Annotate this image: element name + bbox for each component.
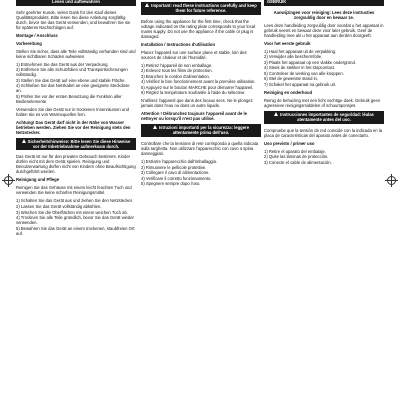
- list-item: 4) Schließen Sie das Netzkabel an eine geeignete Steckdose an.: [16, 83, 130, 94]
- paragraph: Das Gerät ist nur für den privaten Gebrauch bestimmt. Kinder dürfen nicht mit dem Gerät spielen. Reinigung und Benutzerwartung dürfen nicht von Kindern ohne Beaufsichtigung durchgeführt werden.: [16, 154, 136, 175]
- top-band: Lesen und aufbewahren: [16, 0, 136, 6]
- top-band: GEBRUIK: [264, 0, 384, 6]
- numbered-list: [264, 149, 384, 165]
- list-item: 1) Retire el aparato del embalaje.: [264, 148, 326, 154]
- list-item: 5) Controleer de werking van alle knoppen.: [264, 70, 344, 76]
- list-item: 3) Branchez le cordon d'alimentation.: [141, 73, 211, 79]
- paragraph: Controllare che la tensione di rete corrisponda a quella indicata sulla targhetta. Non utilizzare l'apparecchio con cavo o spina danneggiati.: [141, 140, 259, 156]
- list-item: 3) Wischen Sie die Oberflächen mit einem weichen Tuch ab.: [16, 209, 128, 215]
- paragraph: Reinig de behuizing met een licht vochtige doek. Gebruik geen agressieve reinigingsmiddelen of schuursponsjes.: [264, 98, 381, 109]
- list-item: 2) Enlevez tous les films de protection.: [141, 68, 213, 74]
- list-item: 6) Réglez la température souhaitée à l'aide du sélecteur.: [141, 90, 246, 96]
- section-title: Reiniging en onderhoud: [264, 90, 313, 96]
- list-item: 5) Bewahren Sie das Gerät an einem trockenen, staubfreien Ort auf.: [16, 225, 135, 236]
- section-title: Voor het eerste gebruik: [264, 40, 311, 46]
- list-item: 5) Appuyez sur le bouton MARCHE pour démarrer l'appareil.: [141, 84, 254, 90]
- safety-header: Istruzioni importanti per la sicurezza: leggere attentamente prima dell'uso.: [141, 124, 261, 137]
- list-item: 3) Stellen Sie das Gerät auf eine ebene und stabile Fläche.: [16, 77, 126, 83]
- column-german: [16, 0, 136, 400]
- list-item: 4) Vérifiez le bon fonctionnement avant la première utilisation.: [141, 79, 256, 85]
- column-english-french: [141, 0, 261, 400]
- list-item: 2) Lassen Sie das Gerät vollständig abkühlen.: [16, 203, 102, 209]
- lead-title: Aanwijzingen voor reiniging: Lees deze instructies zorgvuldig door en bewaar ze.: [273, 9, 375, 20]
- list-item: 1) Haal het apparaat uit de verpakking.: [264, 48, 337, 54]
- paragraph: Stellen Sie sicher, dass alle Teile vollständig vorhanden sind und keine sichtbaren Schäden aufweisen.: [16, 48, 136, 59]
- warning-triangle-icon: [145, 3, 150, 7]
- list-item: 2) Rimuovere le pellicole protettive.: [141, 164, 207, 170]
- list-item: 2) Quite las láminas de protección.: [264, 154, 329, 160]
- list-item: 3) Conecte el cable de alimentación.: [264, 159, 332, 165]
- numbered-list: [16, 198, 136, 235]
- warning-paragraph: Achtung! Das Gerät darf nicht in der Nähe von Wasser betrieben werden. Ziehen Sie vor der Reinigung stets den Netzstecker.: [16, 119, 131, 135]
- column-dutch-spanish: [264, 0, 384, 400]
- numbered-list: [141, 159, 261, 186]
- list-item: 4) Steek de stekker in het stopcontact.: [264, 65, 336, 71]
- paragraph: Placez l'appareil sur une surface plane et stable, loin des sources de chaleur et de l'humidité.: [141, 49, 247, 60]
- numbered-list: [16, 62, 136, 104]
- intro-paragraph: Sehr geehrter Kunde, vielen Dank für den Kauf dieses Qualitätsprodukts. Bitte lesen Sie diese Anleitung sorgfältig durch, bevor Sie das Gerät verwenden, und bewahren Sie sie für späteres Nachschlagen auf.: [16, 9, 131, 30]
- list-item: 2) Verwijder alle beschermfolie.: [264, 54, 323, 60]
- list-item: 1) Schalten Sie das Gerät aus und ziehen Sie den Netzstecker.: [16, 198, 134, 204]
- list-item: 2) Entfernen Sie alle Schutzfolien und Transportsicherungen vollständig.: [16, 67, 128, 78]
- paragraph: Compruebe que la tensión de red coincide con la indicada en la placa de características del aparato antes de conectarlo.: [264, 127, 383, 138]
- warning-paragraph: Attention ! Débranchez toujours l'appareil avant de le nettoyer ou lorsqu'il n'est pas utilisé.: [141, 111, 247, 122]
- list-item: 3) Plaats het apparaat op een vlakke ondergrond.: [264, 59, 356, 65]
- list-item: 1) Estrarre l'apparecchio dall'imballaggio.: [141, 158, 218, 164]
- paragraph: Reinigen Sie das Gehäuse mit einem leicht feuchten Tuch und verwenden Sie keine scharfen Reinigungsmittel.: [16, 185, 132, 196]
- list-item: 4) Verificare il corretto funzionamento.: [141, 175, 212, 181]
- safety-header: Instrucciones importantes de seguridad: léalas atentamente antes del uso.: [264, 111, 384, 124]
- section-subtitle: Vorbereitung: [16, 40, 42, 46]
- list-item: 4) Trocknen Sie alle Teile gründlich, bevor Sie das Gerät wieder verwenden.: [16, 215, 134, 226]
- list-item: 5) Prüfen Sie vor der ersten Benutzung die Funktion aller Bedienelemente.: [16, 93, 122, 104]
- list-item: 7) Schakel het apparaat na gebruik uit.: [264, 82, 336, 88]
- list-item: 3) Collegare il cavo di alimentazione.: [141, 170, 210, 176]
- registration-mark-left-icon: [4, 176, 13, 185]
- registration-mark-right-icon: [387, 176, 396, 185]
- list-item: 1) Entnehmen Sie das Gerät aus der Verpackung.: [16, 61, 109, 67]
- paragraph: Before using the appliance for the first time, check that the voltage indicated on the rating plate corresponds to your local mains supply. Do not use the appliance if the cable or plug is damaged.: [141, 18, 256, 39]
- paragraph: Lees deze handleiding zorgvuldig door voordat u het apparaat in gebruik neemt en bewaar deze voor later gebruik. Geef de handleiding mee als u het apparaat aan derden doorgeeft.: [264, 22, 384, 38]
- list-item: 1) Retirez l'appareil de son emballage.: [141, 62, 213, 68]
- numbered-list: [264, 49, 384, 88]
- warning-triangle-icon: [22, 139, 27, 143]
- safety-header: Sicherheitshinweise: Bitte lesen Sie diese Hinweise vor der Inbetriebnahme aufmerksam durch.: [16, 138, 136, 151]
- numbered-list: [141, 63, 261, 96]
- section-title: Reinigung und Pflege: [16, 177, 60, 183]
- section-title: Montage / Anschluss: [16, 32, 58, 38]
- safety-header: Important: read these instructions carefully and keep them for future reference.: [141, 2, 261, 15]
- warning-triangle-icon: [153, 125, 158, 129]
- list-item: 5) Spegnere sempre dopo l'uso.: [141, 181, 201, 187]
- warning-triangle-icon: [274, 112, 279, 116]
- list-item: 6) Stel de gewenste stand in.: [264, 76, 319, 82]
- paragraph: N'utilisez l'appareil que dans des locaux secs. Ne le plongez jamais dans l'eau ou dans un autre liquide.: [141, 98, 253, 109]
- section-title: Installation / Instructions d'utilisation: [141, 41, 216, 47]
- paragraph: Verwenden Sie das Gerät nur in trockenen Innenräumen und halten Sie es von Wärmequellen fern.: [16, 106, 129, 117]
- section-title: Uso previsto / primer uso: [264, 140, 315, 146]
